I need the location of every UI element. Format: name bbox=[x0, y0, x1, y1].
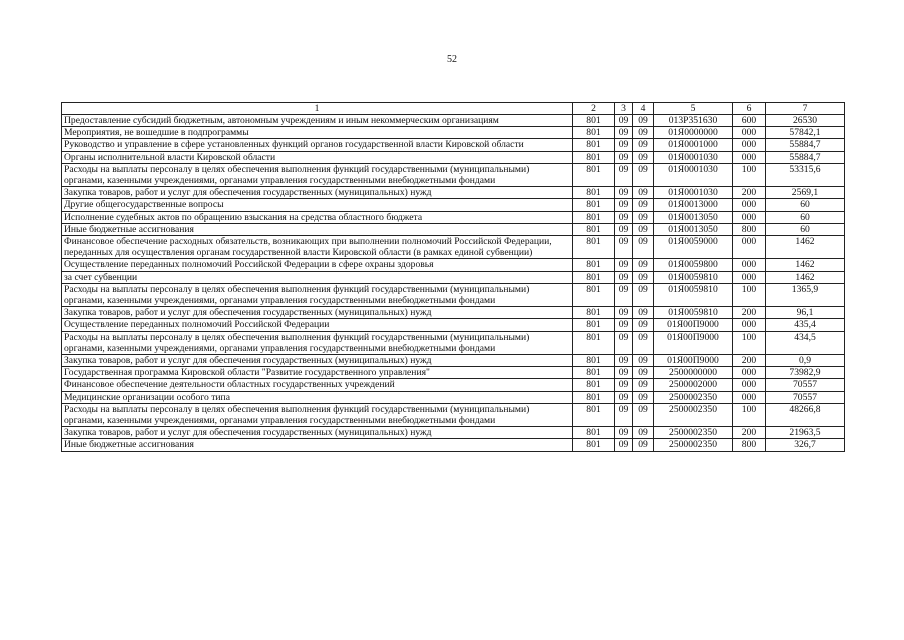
table-row bbox=[62, 187, 845, 199]
cell-target-article: 01Я0059810 bbox=[654, 271, 733, 283]
cell-target-article: 2500000000 bbox=[654, 367, 733, 379]
cell-ministry-code: 801 bbox=[573, 379, 615, 391]
table-row bbox=[62, 307, 845, 319]
cell-target-article: 01Я00П9000 bbox=[654, 355, 733, 367]
cell-expense-type: 100 bbox=[733, 163, 766, 186]
cell-section-code: 09 bbox=[615, 187, 633, 199]
cell-name: Предоставление субсидий бюджетным, автономным учреждениям и иным некоммерческим организациям bbox=[62, 115, 573, 127]
cell-expense-type: 100 bbox=[733, 331, 766, 354]
table-row bbox=[62, 271, 845, 283]
cell-target-article: 01Я0059810 bbox=[654, 307, 733, 319]
cell-expense-type: 000 bbox=[733, 391, 766, 403]
cell-amount: 60 bbox=[766, 199, 845, 211]
column-header-subsection: 4 bbox=[633, 103, 654, 115]
cell-name: Иные бюджетные ассигнования bbox=[62, 439, 573, 451]
cell-expense-type: 200 bbox=[733, 187, 766, 199]
cell-expense-type: 000 bbox=[733, 199, 766, 211]
cell-ministry-code: 801 bbox=[573, 236, 615, 259]
cell-section-code: 09 bbox=[615, 331, 633, 354]
cell-section-code: 09 bbox=[615, 439, 633, 451]
cell-amount: 1462 bbox=[766, 259, 845, 271]
cell-target-article: 01Я0001030 bbox=[654, 187, 733, 199]
cell-section-code: 09 bbox=[615, 427, 633, 439]
cell-ministry-code: 801 bbox=[573, 427, 615, 439]
cell-amount: 435,4 bbox=[766, 319, 845, 331]
cell-amount: 70557 bbox=[766, 379, 845, 391]
cell-target-article: 01Я0001030 bbox=[654, 163, 733, 186]
cell-subsection-code: 09 bbox=[633, 427, 654, 439]
cell-amount: 1365,9 bbox=[766, 283, 845, 306]
cell-subsection-code: 09 bbox=[633, 187, 654, 199]
cell-expense-type: 200 bbox=[733, 307, 766, 319]
cell-subsection-code: 09 bbox=[633, 319, 654, 331]
cell-subsection-code: 09 bbox=[633, 127, 654, 139]
table-row bbox=[62, 319, 845, 331]
cell-target-article: 013Р351630 bbox=[654, 115, 733, 127]
cell-section-code: 09 bbox=[615, 283, 633, 306]
cell-target-article: 2500002000 bbox=[654, 379, 733, 391]
cell-expense-type: 100 bbox=[733, 283, 766, 306]
cell-subsection-code: 09 bbox=[633, 367, 654, 379]
cell-name: Осуществление переданных полномочий Российской Федерации bbox=[62, 319, 573, 331]
cell-name: Расходы на выплаты персоналу в целях обеспечения выполнения функций государственными (муниципальными) органами, казенными учреждениями, органами управления государственными внебюджетными фондами bbox=[62, 283, 573, 306]
cell-amount: 26530 bbox=[766, 115, 845, 127]
cell-subsection-code: 09 bbox=[633, 331, 654, 354]
cell-ministry-code: 801 bbox=[573, 403, 615, 426]
table-row bbox=[62, 139, 845, 151]
cell-target-article: 01Я00П9000 bbox=[654, 319, 733, 331]
cell-section-code: 09 bbox=[615, 379, 633, 391]
cell-subsection-code: 09 bbox=[633, 283, 654, 306]
cell-target-article: 01Я00П9000 bbox=[654, 331, 733, 354]
table-row bbox=[62, 151, 845, 163]
cell-ministry-code: 801 bbox=[573, 259, 615, 271]
cell-ministry-code: 801 bbox=[573, 283, 615, 306]
cell-section-code: 09 bbox=[615, 367, 633, 379]
cell-section-code: 09 bbox=[615, 319, 633, 331]
cell-ministry-code: 801 bbox=[573, 151, 615, 163]
cell-target-article: 01Я0001000 bbox=[654, 139, 733, 151]
cell-ministry-code: 801 bbox=[573, 319, 615, 331]
cell-ministry-code: 801 bbox=[573, 355, 615, 367]
cell-section-code: 09 bbox=[615, 139, 633, 151]
cell-expense-type: 600 bbox=[733, 115, 766, 127]
cell-amount: 57842,1 bbox=[766, 127, 845, 139]
cell-expense-type: 800 bbox=[733, 223, 766, 235]
page-number: 52 bbox=[447, 54, 457, 65]
cell-ministry-code: 801 bbox=[573, 127, 615, 139]
cell-subsection-code: 09 bbox=[633, 403, 654, 426]
cell-name: Закупка товаров, работ и услуг для обеспечения государственных (муниципальных) нужд bbox=[62, 307, 573, 319]
table-row bbox=[62, 283, 845, 306]
cell-amount: 73982,9 bbox=[766, 367, 845, 379]
cell-ministry-code: 801 bbox=[573, 187, 615, 199]
cell-amount: 53315,6 bbox=[766, 163, 845, 186]
cell-amount: 326,7 bbox=[766, 439, 845, 451]
cell-name: Финансовое обеспечение деятельности областных государственных учреждений bbox=[62, 379, 573, 391]
cell-name: Органы исполнительной власти Кировской области bbox=[62, 151, 573, 163]
table-row bbox=[62, 403, 845, 426]
cell-subsection-code: 09 bbox=[633, 115, 654, 127]
cell-section-code: 09 bbox=[615, 115, 633, 127]
cell-section-code: 09 bbox=[615, 403, 633, 426]
table-row bbox=[62, 439, 845, 451]
cell-target-article: 01Я0059800 bbox=[654, 259, 733, 271]
cell-name: Иные бюджетные ассигнования bbox=[62, 223, 573, 235]
cell-subsection-code: 09 bbox=[633, 307, 654, 319]
cell-subsection-code: 09 bbox=[633, 379, 654, 391]
cell-amount: 21963,5 bbox=[766, 427, 845, 439]
cell-subsection-code: 09 bbox=[633, 271, 654, 283]
cell-expense-type: 000 bbox=[733, 211, 766, 223]
cell-section-code: 09 bbox=[615, 391, 633, 403]
cell-name: Закупка товаров, работ и услуг для обеспечения государственных (муниципальных) нужд bbox=[62, 187, 573, 199]
cell-name: за счет субвенции bbox=[62, 271, 573, 283]
cell-target-article: 01Я0001030 bbox=[654, 151, 733, 163]
cell-amount: 2569,1 bbox=[766, 187, 845, 199]
cell-target-article: 01Я0013050 bbox=[654, 211, 733, 223]
table-row bbox=[62, 127, 845, 139]
cell-name: Закупка товаров, работ и услуг для обеспечения государственных (муниципальных) нужд bbox=[62, 355, 573, 367]
header-row bbox=[62, 103, 845, 115]
cell-ministry-code: 801 bbox=[573, 115, 615, 127]
cell-subsection-code: 09 bbox=[633, 223, 654, 235]
cell-section-code: 09 bbox=[615, 127, 633, 139]
cell-target-article: 2500002350 bbox=[654, 403, 733, 426]
cell-subsection-code: 09 bbox=[633, 151, 654, 163]
cell-name: Осуществление переданных полномочий Российской Федерации в сфере охраны здоровья bbox=[62, 259, 573, 271]
cell-amount: 55884,7 bbox=[766, 151, 845, 163]
cell-target-article: 01Я0059810 bbox=[654, 283, 733, 306]
cell-expense-type: 000 bbox=[733, 379, 766, 391]
cell-section-code: 09 bbox=[615, 199, 633, 211]
cell-section-code: 09 bbox=[615, 236, 633, 259]
cell-ministry-code: 801 bbox=[573, 331, 615, 354]
cell-amount: 96,1 bbox=[766, 307, 845, 319]
cell-ministry-code: 801 bbox=[573, 367, 615, 379]
table-row bbox=[62, 259, 845, 271]
table-row bbox=[62, 199, 845, 211]
cell-name: Расходы на выплаты персоналу в целях обеспечения выполнения функций государственными (муниципальными) органами, казенными учреждениями, органами управления государственными внебюджетными фондами bbox=[62, 163, 573, 186]
column-header-section: 3 bbox=[615, 103, 633, 115]
cell-target-article: 01Я0013050 bbox=[654, 223, 733, 235]
cell-name: Мероприятия, не вошедшие в подпрограммы bbox=[62, 127, 573, 139]
cell-expense-type: 000 bbox=[733, 259, 766, 271]
cell-target-article: 01Я0000000 bbox=[654, 127, 733, 139]
cell-name: Медицинские организации особого типа bbox=[62, 391, 573, 403]
table-row bbox=[62, 236, 845, 259]
table-row bbox=[62, 367, 845, 379]
column-header-ministry: 2 bbox=[573, 103, 615, 115]
cell-amount: 60 bbox=[766, 211, 845, 223]
cell-target-article: 01Я0059000 bbox=[654, 236, 733, 259]
cell-amount: 70557 bbox=[766, 391, 845, 403]
cell-expense-type: 000 bbox=[733, 139, 766, 151]
cell-ministry-code: 801 bbox=[573, 199, 615, 211]
cell-ministry-code: 801 bbox=[573, 271, 615, 283]
cell-amount: 55884,7 bbox=[766, 139, 845, 151]
cell-target-article: 2500002350 bbox=[654, 391, 733, 403]
cell-amount: 1462 bbox=[766, 271, 845, 283]
cell-expense-type: 000 bbox=[733, 367, 766, 379]
cell-ministry-code: 801 bbox=[573, 223, 615, 235]
cell-ministry-code: 801 bbox=[573, 391, 615, 403]
table-row bbox=[62, 379, 845, 391]
table-row bbox=[62, 223, 845, 235]
cell-amount: 434,5 bbox=[766, 331, 845, 354]
cell-section-code: 09 bbox=[615, 259, 633, 271]
cell-section-code: 09 bbox=[615, 271, 633, 283]
cell-target-article: 2500002350 bbox=[654, 427, 733, 439]
cell-ministry-code: 801 bbox=[573, 211, 615, 223]
cell-expense-type: 800 bbox=[733, 439, 766, 451]
cell-expense-type: 000 bbox=[733, 236, 766, 259]
cell-subsection-code: 09 bbox=[633, 199, 654, 211]
cell-subsection-code: 09 bbox=[633, 259, 654, 271]
cell-expense-type: 200 bbox=[733, 427, 766, 439]
cell-name: Другие общегосударственные вопросы bbox=[62, 199, 573, 211]
cell-amount: 60 bbox=[766, 223, 845, 235]
cell-subsection-code: 09 bbox=[633, 236, 654, 259]
cell-expense-type: 000 bbox=[733, 319, 766, 331]
cell-ministry-code: 801 bbox=[573, 139, 615, 151]
cell-ministry-code: 801 bbox=[573, 307, 615, 319]
cell-target-article: 2500002350 bbox=[654, 439, 733, 451]
cell-name: Исполнение судебных актов по обращению взыскания на средства областного бюджета bbox=[62, 211, 573, 223]
cell-ministry-code: 801 bbox=[573, 439, 615, 451]
table-row bbox=[62, 427, 845, 439]
column-header-name: 1 bbox=[62, 103, 573, 115]
cell-section-code: 09 bbox=[615, 223, 633, 235]
table-row bbox=[62, 391, 845, 403]
cell-subsection-code: 09 bbox=[633, 439, 654, 451]
cell-expense-type: 000 bbox=[733, 151, 766, 163]
cell-amount: 1462 bbox=[766, 236, 845, 259]
cell-section-code: 09 bbox=[615, 163, 633, 186]
table-row bbox=[62, 211, 845, 223]
table-row bbox=[62, 331, 845, 354]
cell-expense-type: 100 bbox=[733, 403, 766, 426]
column-header-expense-type: 6 bbox=[733, 103, 766, 115]
table-row bbox=[62, 355, 845, 367]
cell-name: Расходы на выплаты персоналу в целях обеспечения выполнения функций государственными (муниципальными) органами, казенными учреждениями, органами управления государственными внебюджетными фондами bbox=[62, 403, 573, 426]
cell-target-article: 01Я0013000 bbox=[654, 199, 733, 211]
cell-subsection-code: 09 bbox=[633, 391, 654, 403]
cell-name: Расходы на выплаты персоналу в целях обеспечения выполнения функций государственными (муниципальными) органами, казенными учреждениями, органами управления государственными внебюджетными фондами bbox=[62, 331, 573, 354]
cell-name: Руководство и управление в сфере установленных функций органов государственной власти Кировской области bbox=[62, 139, 573, 151]
cell-section-code: 09 bbox=[615, 151, 633, 163]
column-header-target-article: 5 bbox=[654, 103, 733, 115]
cell-name: Финансовое обеспечение расходных обязательств, возникающих при выполнении полномочий Российской Федерации, переданных для осуществления органам государственной власти Кировской области (в рамках единой субвенции) bbox=[62, 236, 573, 259]
cell-expense-type: 000 bbox=[733, 271, 766, 283]
cell-ministry-code: 801 bbox=[573, 163, 615, 186]
table-body bbox=[62, 115, 845, 452]
cell-name: Государственная программа Кировской области "Развитие государственного управления" bbox=[62, 367, 573, 379]
cell-section-code: 09 bbox=[615, 307, 633, 319]
cell-amount: 0,9 bbox=[766, 355, 845, 367]
column-header-amount: 7 bbox=[766, 103, 845, 115]
cell-amount: 48266,8 bbox=[766, 403, 845, 426]
cell-name: Закупка товаров, работ и услуг для обеспечения государственных (муниципальных) нужд bbox=[62, 427, 573, 439]
budget-table bbox=[61, 102, 845, 452]
table-row bbox=[62, 163, 845, 186]
cell-section-code: 09 bbox=[615, 211, 633, 223]
table-row bbox=[62, 115, 845, 127]
cell-subsection-code: 09 bbox=[633, 163, 654, 186]
cell-subsection-code: 09 bbox=[633, 355, 654, 367]
cell-section-code: 09 bbox=[615, 355, 633, 367]
cell-expense-type: 000 bbox=[733, 127, 766, 139]
cell-subsection-code: 09 bbox=[633, 211, 654, 223]
cell-expense-type: 200 bbox=[733, 355, 766, 367]
cell-subsection-code: 09 bbox=[633, 139, 654, 151]
